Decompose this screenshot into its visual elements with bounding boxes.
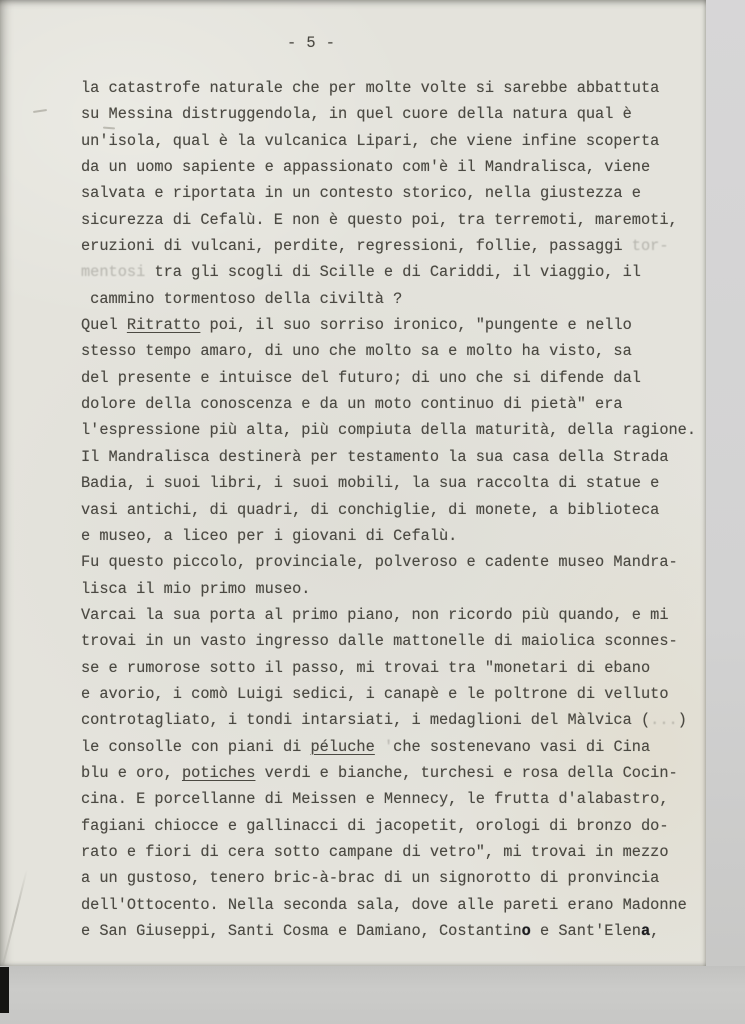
text-segment: dell'Ottocento. Nella seconda sala, dove alle pareti erano Madonne [81, 895, 687, 914]
text-line [81, 338, 706, 364]
text-segment: blu e oro, [81, 763, 182, 782]
text-segment: e avorio, i comò Luigi sedici, i canapè e le poltrone di velluto [81, 684, 669, 703]
text-segment: fagiani chiocce e gallinacci di jacopetit, orologi di bronzo do- [81, 816, 669, 835]
text-line [81, 707, 706, 733]
page-text [81, 75, 706, 944]
text-segment: e Sant'Elen [530, 922, 641, 940]
text-segment: poi, il suo sorriso ironico, "pungente e nello [200, 316, 632, 335]
text-segment: se e rumorose sotto il passo, mi trovai tra "monetari di ebano [81, 658, 651, 677]
text-segment: stesso tempo amaro, di uno che molto sa e molto ha visto, sa [81, 342, 632, 361]
text-segment: l'espressione più alta, più compiuta della maturità, della ragione. [81, 421, 697, 440]
scanner-backdrop-right [705, 0, 745, 1024]
text-line [81, 444, 706, 470]
scanner-backdrop-bottom [0, 966, 745, 1024]
erased-text: mentosi [81, 263, 146, 282]
text-line [81, 470, 706, 496]
underlined-word: potiches [181, 763, 256, 782]
text-line [81, 602, 706, 628]
text-line [81, 865, 706, 891]
text-segment: su Messina distruggendola, in quel cuore della natura qual è [81, 105, 632, 124]
text-line [81, 628, 706, 654]
scan-edge-notch [0, 967, 9, 1013]
text-line [81, 312, 706, 338]
paper-crease [2, 869, 28, 965]
text-line [81, 655, 706, 681]
text-line [81, 417, 706, 443]
text-segment: cammino tormentoso della civiltà ? [81, 289, 403, 308]
text-segment: controtagliato, i tondi intarsiati, i medaglioni del Màlvica ( [81, 711, 651, 730]
text-line [81, 549, 706, 575]
text-segment: , [650, 922, 660, 940]
text-line [81, 839, 706, 865]
text-segment: che sostenevano vasi di Cina [393, 737, 651, 756]
text-line [81, 681, 706, 707]
text-segment: rato e fiori di cera sotto campane di vetro", mi trovai in mezzo [81, 842, 669, 861]
text-segment: del presente e intuisce del futuro; di uno che si difende dal [81, 368, 641, 387]
text-line [81, 918, 706, 944]
text-line [81, 259, 706, 285]
text-segment: e museo, a liceo per i giovani di Cefalù. [81, 526, 458, 545]
text-segment: Quel [81, 316, 127, 335]
text-line [81, 128, 706, 154]
text-segment: salvata e riportata in un contesto storico, nella giustezza e [81, 184, 641, 203]
text-line [81, 760, 706, 786]
text-line [81, 233, 706, 259]
text-segment: la catastrofe naturale che per molte volte si sarebbe abbattuta [81, 79, 660, 97]
text-segment: un'isola, qual è la vulcanica Lipari, che viene infine scoperta [81, 131, 660, 150]
erased-text: ' [383, 737, 394, 756]
text-segment: Badia, i suoi libri, i suoi mobili, la sua raccolta di statue e [81, 474, 660, 493]
text-line [81, 365, 706, 391]
text-segment: le consolle con piani di [81, 737, 311, 756]
text-segment: Fu questo piccolo, provinciale, polveroso e cadente museo Mandra- [81, 553, 678, 572]
text-line [81, 892, 706, 918]
text-segment: cina. E porcellanne di Meissen e Mennecy, le frutta d'alabastro, [81, 790, 669, 809]
text-segment: sicurezza di Cefalù. E non è questo poi, tra terremoti, maremoti, [81, 210, 678, 229]
pen-correction: o [521, 922, 531, 940]
text-segment: tra gli scogli di Scille e di Cariddi, il viaggio, il [145, 263, 641, 282]
text-line [81, 523, 706, 549]
text-line [81, 101, 706, 127]
text-segment: vasi antichi, di quadri, di conchiglie, di monete, a biblioteca [81, 500, 660, 519]
text-segment: eruzioni di vulcani, perdite, regressioni, follie, passaggi [81, 237, 632, 256]
text-line [81, 576, 706, 602]
text-line [81, 786, 706, 812]
text-segment: ) [677, 711, 687, 730]
text-line [81, 813, 706, 839]
text-segment: verdi e bianche, turchesi e rosa della Cocin- [255, 763, 678, 782]
erased-text: tor- [631, 237, 669, 256]
page-number: - 5 - [287, 34, 336, 52]
text-line [81, 286, 706, 312]
text-segment: e San Giuseppi, Santi Cosma e Damiano, Costantin [81, 922, 522, 940]
text-segment: Il Mandralisca destinerà per testamento la sua casa della Strada [81, 447, 669, 466]
text-line [81, 207, 706, 233]
text-segment: a un gustoso, tenero bric-à-brac di un signorotto di pronvincia [81, 869, 660, 888]
text-line [81, 180, 706, 206]
text-segment [375, 738, 384, 756]
underlined-word: Ritratto [126, 316, 201, 335]
text-line [81, 734, 706, 760]
pencil-mark [33, 109, 47, 113]
text-segment: da un uomo sapiente e appassionato com'è il Mandralisca, viene [81, 158, 651, 177]
text-line [81, 391, 706, 417]
text-line [81, 154, 706, 180]
erased-text: ... [650, 711, 678, 730]
text-segment: trovai in un vasto ingresso dalle mattonelle di maiolica sconnes- [81, 632, 678, 651]
underlined-word: péluche [310, 737, 375, 756]
pen-correction: a [640, 922, 651, 940]
text-segment: lisca il mio primo museo. [81, 579, 311, 598]
text-line [81, 75, 706, 101]
text-segment: dolore della conoscenza e da un moto continuo di pietà" era [81, 395, 623, 414]
text-segment: Varcai la sua porta al primo piano, non ricordo più quando, e mi [81, 605, 669, 624]
text-line [81, 497, 706, 523]
